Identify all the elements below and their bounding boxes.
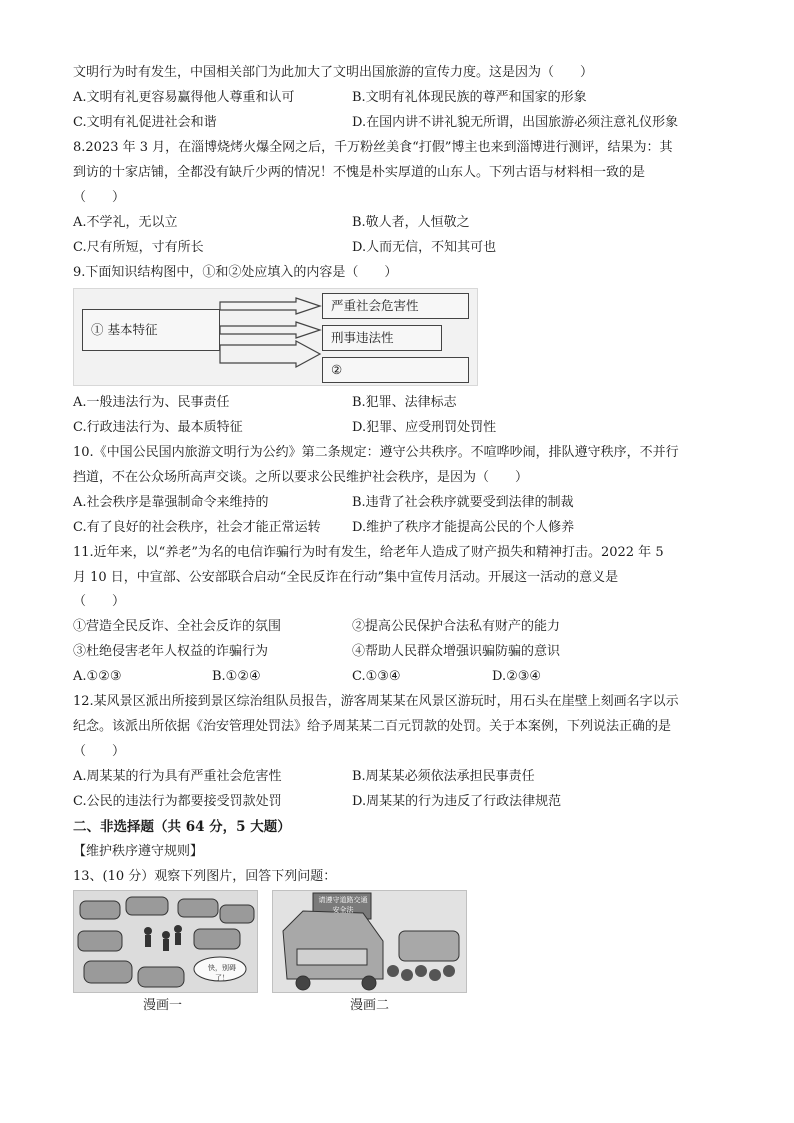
q12-option-b: B.周某某必须依法承担民事责任 <box>352 769 535 784</box>
comic-1-caption: 漫画一 <box>143 998 183 1013</box>
q12-option-d: D.周某某的行为违反了行政法律规范 <box>352 794 562 809</box>
q10-option-a: A.社会秩序是靠强制命令来维持的 <box>73 495 269 510</box>
diagram-basic-features-box: ① 基本特征 <box>82 309 220 351</box>
diagram-box-severe-harm: 严重社会危害性 <box>322 293 469 319</box>
q7-option-d: D.在国内讲不讲礼貌无所谓，出国旅游必须注意礼仪形象 <box>352 115 679 130</box>
q12-option-c: C.公民的违法行为都要接受罚款处罚 <box>73 794 282 809</box>
comic-2-sign: 请遵守道路交通安全法 <box>318 896 368 914</box>
q11-option-a: A.①②③ <box>73 669 122 684</box>
comic-2-drawing <box>273 891 466 992</box>
q10-stem-line2: 挡道，不在公众场所高声交谈。之所以要求公民维护社会秩序，是因为（ ） <box>73 470 529 485</box>
q12-answer-blank: （ ） <box>73 744 126 759</box>
q8-option-b: B.敬人者，人恒敬之 <box>352 215 470 230</box>
comic-1-image <box>73 890 258 993</box>
q7-option-c: C.文明有礼促进社会和谐 <box>73 115 217 130</box>
q9-stem: 9.下面知识结构图中，①和②处应填入的内容是（ ） <box>73 265 398 280</box>
arrow-to-r1 <box>220 298 320 314</box>
q8-stem-line1: 8.2023 年 3 月，在淄博烧烤火爆全网之后，千万粉丝美食“打假”博主也来到淄博进行测评，结果为：其 <box>73 140 673 155</box>
q8-option-a: A.不学礼，无以立 <box>73 215 178 230</box>
q10-option-d: D.维护了秩序才能提高公民的个人修养 <box>352 520 575 535</box>
arrow-to-r3 <box>220 341 320 367</box>
q7-option-a: A.文明有礼更容易赢得他人尊重和认可 <box>73 90 295 105</box>
q9-option-c: C.行政违法行为、最本质特征 <box>73 420 243 435</box>
q12-stem-line1: 12.某风景区派出所接到景区综治组队员报告，游客周某某在风景区游玩时，用石头在崖壁上刻画名字以示 <box>73 694 679 709</box>
q7-stem-tail: 文明行为时有发生，中国相关部门为此加大了文明出国旅游的宣传力度。这是因为（ ） <box>73 65 594 80</box>
q11-option-b: B.①②④ <box>212 669 261 684</box>
q7-option-b: B.文明有礼体现民族的尊严和国家的形象 <box>352 90 587 105</box>
comic-2-caption: 漫画二 <box>350 998 390 1013</box>
q11-option-c: C.①③④ <box>352 669 401 684</box>
q11-statement-4: ④帮助人民群众增强识骗防骗的意识 <box>352 644 561 659</box>
q9-knowledge-diagram <box>73 288 478 386</box>
q12-option-a: A.周某某的行为具有严重社会危害性 <box>73 769 282 784</box>
q9-option-b: B.犯罪、法律标志 <box>352 395 457 410</box>
q13-stem: 13、(10 分）观察下列图片，回答下列问题： <box>73 869 337 884</box>
q8-stem-line2: 到访的十家店铺，全都没有缺斤少两的情况！不愧是朴实厚道的山东人。下列古语与材料相一致的是 <box>73 165 646 180</box>
q11-statement-1: ①营造全民反诈、全社会反诈的氛围 <box>73 619 282 634</box>
comic-2-image <box>272 890 467 993</box>
q11-stem-line1: 11.近年来，以“养老”为名的电信诈骗行为时有发生，给老年人造成了财产损失和精神打击。2022 年 5 <box>73 545 664 560</box>
q11-option-d: D.②③④ <box>492 669 542 684</box>
q8-option-d: D.人而无信，不知其可也 <box>352 240 497 255</box>
q8-option-c: C.尺有所短，寸有所长 <box>73 240 204 255</box>
q9-option-d: D.犯罪、应受刑罚处罚性 <box>352 420 497 435</box>
q11-statement-3: ③杜绝侵害老年人权益的诈骗行为 <box>73 644 269 659</box>
q11-answer-blank: （ ） <box>73 594 126 609</box>
q10-stem-line1: 10.《中国公民国内旅游文明行为公约》第二条规定：遵守公共秩序。不喧哗吵闹，排队遵守秩序，不并行 <box>73 445 679 460</box>
q10-option-b: B.违背了社会秩序就要受到法律的制裁 <box>352 495 574 510</box>
diagram-box-criminal-illegality: 刑事违法性 <box>322 325 442 351</box>
subsection-heading: 【维护秩序遵守规则】 <box>73 844 204 859</box>
q8-answer-blank: （ ） <box>73 190 126 205</box>
arrow-to-r2 <box>220 322 320 338</box>
q10-option-c: C.有了良好的社会秩序，社会才能正常运转 <box>73 520 321 535</box>
section-2-heading: 二、非选择题（共 64 分，5 大题） <box>73 819 291 835</box>
q11-statement-2: ②提高公民保护合法私有财产的能力 <box>352 619 561 634</box>
diagram-box-blank-2: ② <box>322 357 469 383</box>
q11-stem-line2: 月 10 日，中宣部、公安部联合启动“全民反诈在行动”集中宣传月活动。开展这一活动的意义是 <box>73 570 619 585</box>
q12-stem-line2: 纪念。该派出所依据《治安管理处罚法》给予周某某二百元罚款的处罚。关于本案例，下列说法正确的是 <box>73 719 672 734</box>
comic-1-speech-bubble: 快，别碍了！ <box>208 964 236 982</box>
q9-option-a: A.一般违法行为、民事责任 <box>73 395 230 410</box>
